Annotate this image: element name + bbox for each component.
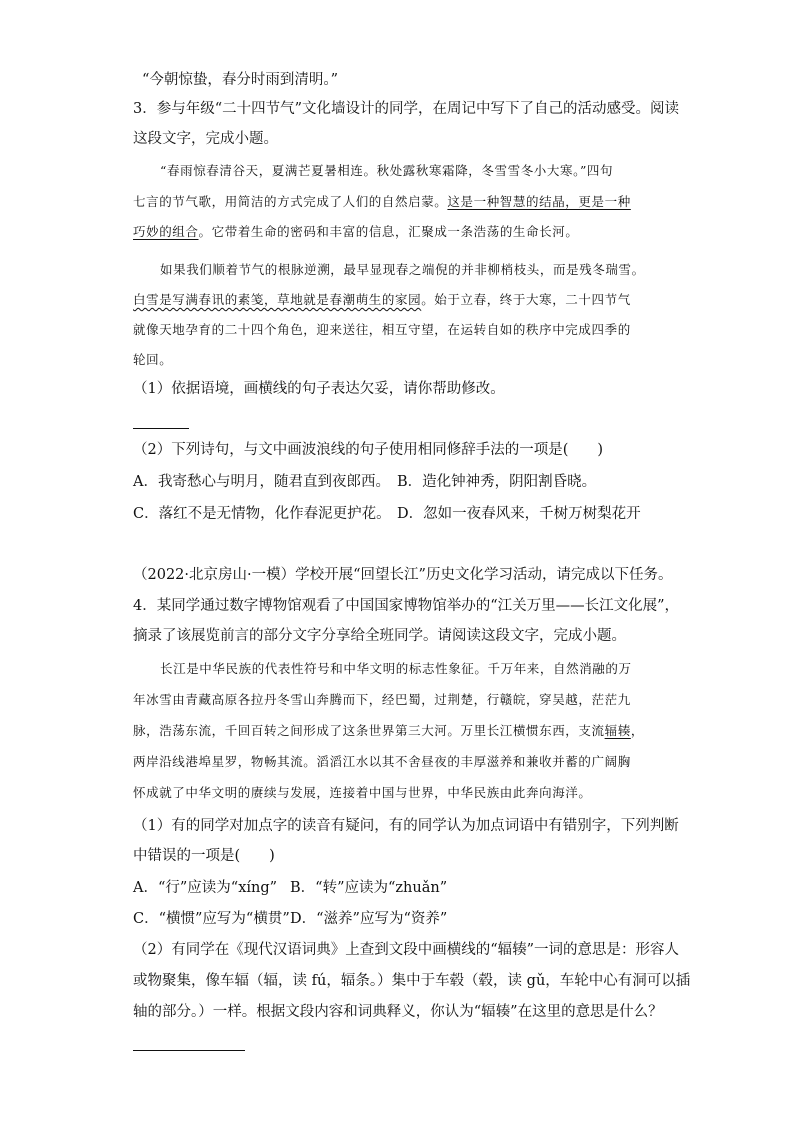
q3-option-d[interactable]: D．忽如一夜春风来，千树万树梨花开	[397, 506, 641, 522]
q4-option-c[interactable]: C．“横惯”应写为“横贯”	[133, 911, 290, 927]
q3-passage-line2	[133, 194, 631, 209]
q4-passage-line5: 怀成就了中华文明的赓续与发展，连接着中国与世界，中华民族由此奔向海洋。	[133, 785, 592, 800]
q3-option-a[interactable]: A．我寄愁心与明月，随君直到夜郎西。	[133, 474, 390, 490]
q3-stem-line2: 这段文字，完成小题。	[133, 131, 278, 147]
q4-option-d[interactable]: D．“滋养”应写为“资养”	[290, 911, 448, 927]
q3-wavy-sentence: 白雪是写满春讯的素笺，草地就是春潮萌生的家园	[133, 292, 422, 307]
q3-answer-blank[interactable]	[133, 428, 189, 429]
q4-option-b[interactable]: B．“转”应读为“zhuǎn”	[290, 880, 448, 896]
q4-sub1-line1: （1）有的同学对加点字的读音有疑问，有的同学认为加点词语中有错别字，下列判断	[133, 818, 679, 834]
q3-sub2: （2）下列诗句，与文中画波浪线的句子使用相同修辞手法的一项是( )	[133, 442, 604, 458]
q4-underlined-word: 辐辏	[604, 723, 631, 738]
q3-passage2-line2	[133, 292, 631, 307]
q4-answer-blank[interactable]	[133, 1050, 245, 1051]
top-quote: “今朝惊蛰，春分时雨到清明。”	[142, 72, 339, 88]
q4-sub2-line1: （2）有同学在《现代汉语词典》上查到文段中画横线的“辐辏”一词的意思是：形容人	[133, 942, 680, 958]
q3-passage2-line4: 轮回。	[133, 352, 173, 367]
q3-passage-line3	[133, 224, 578, 239]
q4-passage-text: 脉，浩荡东流，千回百转之间形成了这条世界第三大河。万里长江横惯东西，支流	[133, 723, 605, 738]
q3-stem-line1: 3．参与年级“二十四节气”文化墙设计的同学，在周记中写下了自己的活动感受。阅读	[133, 101, 680, 117]
q3-passage2-line1: 如果我们顺着节气的根脉逆溯，最早显现春之端倪的并非柳梢枝头，而是残冬瑞雪。	[160, 262, 645, 277]
q4-passage-line1: 长江是中华民族的代表性符号和中华文明的标志性象征。千万年来，自然消融的万	[160, 661, 632, 676]
q4-stem-line2: 摘录了该展览前言的部分文字分享给全班同学。请阅读这段文字，完成小题。	[133, 628, 626, 644]
q3-sub1: （1）依据语境，画横线的句子表达欠妥，请你帮助修改。	[133, 381, 505, 397]
q4-passage-line3	[133, 723, 644, 738]
q4-sub2-line3: 轴的部分。）一样。根据文段内容和词典释义，你认为“辐辏”在这里的意思是什么？	[133, 1004, 663, 1020]
q3-option-b[interactable]: B．造化钟神秀，阴阳割昏晓。	[397, 474, 597, 490]
q4-passage-text: ，	[630, 723, 644, 738]
q3-passage-text: 。它带着生命的密码和丰富的信息，汇聚成一条浩荡的生命长河。	[198, 224, 579, 239]
q3-underlined-sentence: 这是一种智慧的结晶，更是一种	[447, 194, 631, 209]
q3-underlined-sentence-end: 巧妙的组合	[133, 224, 199, 239]
q4-intro: （2022·北京房山·一模）学校开展“回望长江”历史文化学习活动，请完成以下任务。	[133, 567, 673, 583]
q3-option-c[interactable]: C．落红不是无情物，化作春泥更护花。	[133, 506, 391, 522]
q4-passage-line2: 年冰雪由青藏高原各拉丹冬雪山奔腾而下，经巴蜀，过荆楚，行赣皖，穿吴越，茫茫九	[133, 692, 631, 707]
q4-sub2-line2: 或物聚集，像车辐（辐，读 fú，辐条。）集中于车毂（毂，读 gǔ，车轮中心有洞可以插	[133, 973, 691, 989]
q4-option-a[interactable]: A．“行”应读为“xíng”	[133, 880, 278, 896]
q4-stem-line1: 4．某同学通过数字博物馆观看了中国国家博物馆举办的“江关万里——长江文化展”，	[133, 598, 680, 614]
q3-passage2-line3: 就像天地孕育的二十四个角色，迎来送往，相互守望，在运转自如的秩序中完成四季的	[133, 322, 631, 337]
q4-passage-line4: 两岸沿线港埠星罗，物畅其流。滔滔江水以其不舍昼夜的丰厚滋养和兼收并蓄的广阔胸	[133, 754, 631, 769]
q4-sub1-line2: 中错误的一项是( )	[133, 848, 275, 864]
q3-passage-text: 。始于立春，终于大寒，二十四节气	[421, 292, 631, 307]
q3-passage-line1: “春雨惊春清谷天，夏满芒夏暑相连。秋处露秋寒霜降，冬雪雪冬小大寒。”四句	[160, 163, 614, 178]
q3-passage-text: 七言的节气歌，用简洁的方式完成了人们的自然启蒙。	[133, 194, 448, 209]
